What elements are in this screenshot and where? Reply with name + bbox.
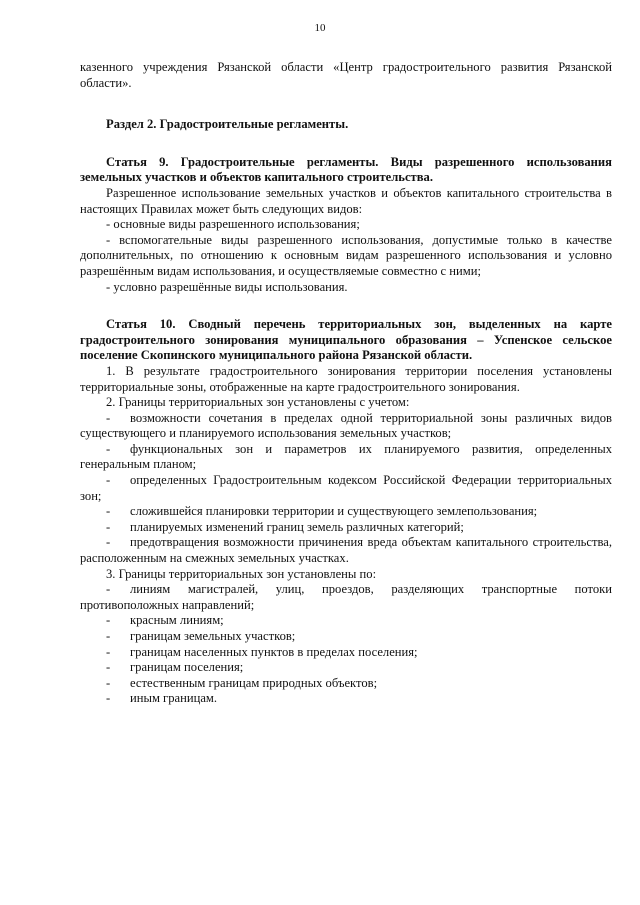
boundary-criterion-item xyxy=(80,442,612,473)
list-dash: - xyxy=(106,660,111,675)
list-dash: - xyxy=(106,519,111,534)
boundary-criterion-item xyxy=(80,520,612,536)
article-9-title: Статья 9. Градостроительные регламенты. Виды разрешенного использования земельных участков и объектов капитального строительства. xyxy=(80,154,612,185)
intro-continuation: казенного учреждения Рязанской области «Центр градостроительного развития Рязанской области». xyxy=(80,60,612,90)
boundary-line-item xyxy=(80,676,612,692)
boundary-line-text: красным линиям; xyxy=(130,613,224,628)
boundary-criterion-text: функциональных зон и параметров их планируемого развития, определенных генеральным планом; xyxy=(80,441,612,472)
document-body xyxy=(80,60,612,707)
boundary-line-text: границам поселения; xyxy=(130,660,244,675)
article-9-item: - основные виды разрешенного использования; xyxy=(106,217,360,232)
list-dash: - xyxy=(106,675,111,690)
boundary-line-text: естественным границам природных объектов; xyxy=(130,675,378,690)
article-9-item: - условно разрешённые виды использования. xyxy=(106,279,348,294)
boundary-line-item xyxy=(80,629,612,645)
boundary-criterion-item xyxy=(80,473,612,504)
boundary-criterion-text: сложившейся планировки территории и существующего землепользования; xyxy=(130,504,538,519)
section-title: Раздел 2. Градостроительные регламенты. xyxy=(106,117,349,132)
list-dash: - xyxy=(106,535,111,550)
boundary-line-text: границам населенных пунктов в пределах поселения; xyxy=(130,644,418,659)
boundary-criterion-text: возможности сочетания в пределах одной территориальной зоны различных видов существующего и планируемого использования земельных участков; xyxy=(80,410,612,441)
boundary-criterion-text: предотвращения возможности причинения вреда объектам капитального строительства, расположенным на смежных земельных участках. xyxy=(80,535,612,566)
page-number: 10 xyxy=(314,22,326,34)
list-dash: - xyxy=(106,504,111,519)
boundary-criterion-item xyxy=(80,504,612,520)
article-9-intro: Разрешенное использование земельных участков и объектов капитального строительства в настоящих Правилах может быть следующих видов: xyxy=(80,185,612,216)
list-dash: - xyxy=(106,691,111,706)
list-dash: - xyxy=(106,613,111,628)
list-dash: - xyxy=(106,644,111,659)
boundary-line-text: иным границам. xyxy=(130,691,218,706)
article-10-paragraph-1: 1. В результате градостроительного зонирования территории поселения установлены территориальные зоны, отображенные на карте градостроительного зонирования. xyxy=(80,363,612,394)
boundary-criterion-item xyxy=(80,535,612,566)
boundary-line-text: границам земельных участков; xyxy=(130,629,296,643)
boundary-criterion-item xyxy=(80,411,612,442)
article-10-paragraph-3: 3. Границы территориальных зон установлены по: xyxy=(106,566,377,581)
boundary-line-item xyxy=(80,645,612,661)
boundary-line-item xyxy=(80,660,612,676)
list-dash: - xyxy=(106,629,111,643)
boundary-criterion-text: планируемых изменений границ земель различных категорий; xyxy=(130,519,464,534)
list-dash: - xyxy=(106,582,111,597)
boundary-line-item xyxy=(80,691,612,707)
boundary-line-text: линиям магистралей, улиц, проездов, разделяющих транспортные потоки противоположных направлений; xyxy=(80,582,612,612)
article-10-title: Статья 10. Сводный перечень территориальных зон, выделенных на карте градостроительного зонирования муниципального образования – Успенское сельское поселение Скопинского муниципального района Рязанской области. xyxy=(80,317,612,363)
boundary-criterion-text: определенных Градостроительным кодексом Российской Федерации территориальных зон; xyxy=(80,473,612,503)
boundary-line-item xyxy=(80,613,612,629)
list-dash: - xyxy=(106,441,111,456)
list-dash: - xyxy=(106,410,111,425)
boundary-line-item xyxy=(80,582,612,613)
list-dash: - xyxy=(106,473,111,488)
article-9-item: - вспомогательные виды разрешенного использования, допустимые только в качестве дополнительных, по отношению к основным видам разрешенного использования и условно разрешённым видам использования, и осуществляемые совместно с ними; xyxy=(80,232,612,278)
article-10-paragraph-2: 2. Границы территориальных зон установлены с учетом: xyxy=(106,395,410,410)
